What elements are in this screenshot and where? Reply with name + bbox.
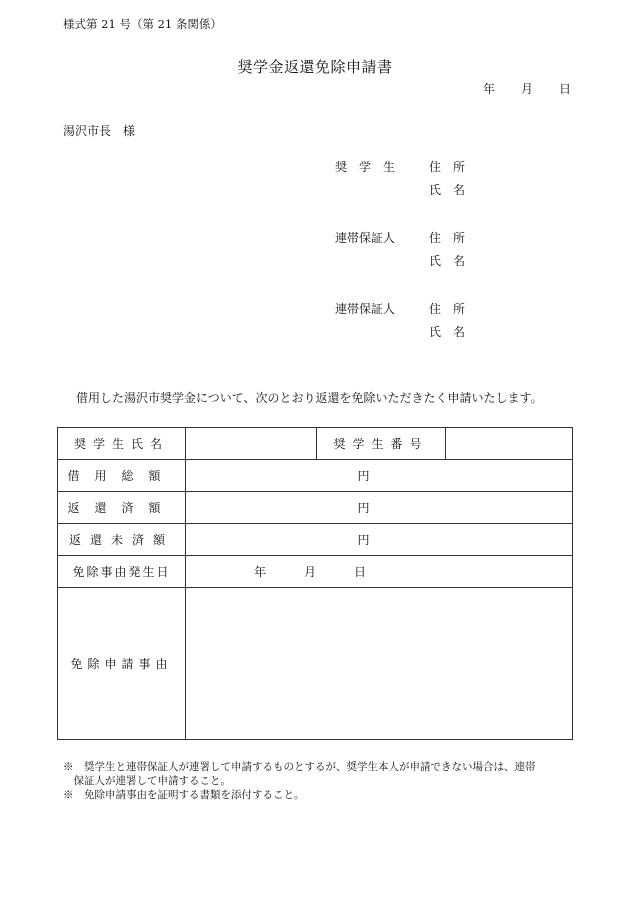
party-name-label: 氏 名 bbox=[429, 183, 466, 197]
party-address-label: 住 所 bbox=[429, 160, 466, 174]
date-year: 年 bbox=[483, 82, 496, 96]
student-number-field[interactable] bbox=[446, 428, 573, 460]
student-number-label: 奨学生番号 bbox=[317, 428, 446, 460]
exemption-date-field[interactable] bbox=[186, 556, 573, 588]
application-table bbox=[57, 427, 573, 740]
party-role-guarantor-1: 連帯保証人 bbox=[335, 231, 396, 245]
student-name-field[interactable] bbox=[186, 428, 317, 460]
note-line: 保証人が連署して申請すること。 bbox=[63, 775, 231, 787]
party-address-label: 住 所 bbox=[429, 302, 466, 316]
yen-unit: 円 bbox=[357, 533, 370, 547]
date-day: 日 bbox=[559, 82, 572, 96]
application-date bbox=[483, 80, 571, 97]
table-row bbox=[58, 524, 573, 556]
note-line: ※ 免除申請事由を証明する書類を添付すること。 bbox=[63, 789, 305, 801]
yen-unit: 円 bbox=[357, 469, 370, 483]
table-row bbox=[58, 556, 573, 588]
reason-field[interactable] bbox=[186, 588, 573, 740]
table-row bbox=[58, 588, 573, 740]
repaid-field[interactable] bbox=[186, 492, 573, 524]
exemption-date-label: 免除事由発生日 bbox=[58, 556, 186, 588]
date-year-unit: 年 bbox=[254, 565, 267, 579]
application-statement: 借用した湯沢市奨学金について、次のとおり返還を免除いただきたく申請いたします。 bbox=[76, 391, 543, 405]
notes bbox=[63, 760, 575, 802]
reason-label: 免除申請事由 bbox=[58, 588, 186, 740]
party-address-label: 住 所 bbox=[429, 231, 466, 245]
note-line: ※ 奨学生と連帯保証人が連署して申請するものとするが、奨学生本人が申請できない場合は、連帯 bbox=[63, 761, 536, 773]
date-month: 月 bbox=[521, 82, 534, 96]
date-day-unit: 日 bbox=[354, 565, 367, 579]
total-borrowed-field[interactable] bbox=[186, 460, 573, 492]
document-title: 奨学金返還免除申請書 bbox=[237, 58, 393, 76]
unpaid-field[interactable] bbox=[186, 524, 573, 556]
student-name-label: 奨学生氏名 bbox=[58, 428, 186, 460]
date-month-unit: 月 bbox=[304, 565, 317, 579]
table-row bbox=[58, 460, 573, 492]
yen-unit: 円 bbox=[357, 501, 370, 515]
repaid-label: 返還済額 bbox=[58, 492, 186, 524]
party-name-label: 氏 名 bbox=[429, 254, 466, 268]
party-name-label: 氏 名 bbox=[429, 325, 466, 339]
table-row bbox=[58, 428, 573, 460]
form-number: 様式第 21 号（第 21 条関係） bbox=[63, 17, 222, 31]
table-row bbox=[58, 492, 573, 524]
unpaid-label: 返還未済額 bbox=[58, 524, 186, 556]
party-role-student: 奨 学 生 bbox=[335, 160, 396, 174]
total-borrowed-label: 借用総額 bbox=[58, 460, 186, 492]
addressee: 湯沢市長 様 bbox=[63, 124, 136, 138]
party-role-guarantor-2: 連帯保証人 bbox=[335, 302, 396, 316]
